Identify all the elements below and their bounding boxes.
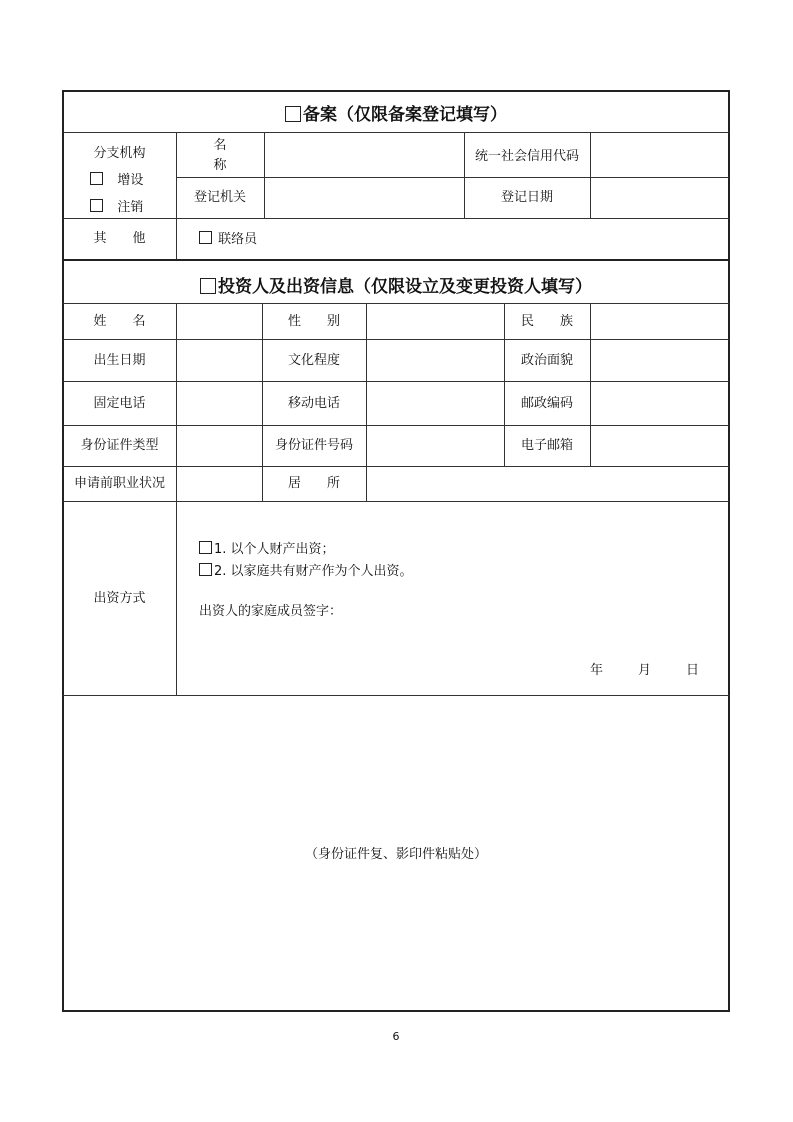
contribution-option-1-label: 1. 以个人财产出资； — [214, 542, 335, 557]
page-number: 6 — [392, 1030, 400, 1043]
birth-date-label: 出生日期 — [93, 353, 146, 368]
id-type-label: 身份证件类型 — [80, 438, 159, 453]
investor-section-title — [63, 272, 729, 297]
contribution-option-2[interactable] — [199, 563, 413, 580]
filing-section-title-text: 备案（仅限备案登记填写） — [303, 105, 507, 125]
landline-field[interactable] — [177, 382, 262, 425]
contribution-option-1[interactable] — [199, 541, 335, 558]
vrule-other — [176, 219, 177, 259]
checkbox-add[interactable] — [90, 172, 103, 185]
checkbox-liaison[interactable] — [199, 231, 212, 244]
gender-field[interactable] — [367, 304, 504, 339]
rule-section-divider — [63, 259, 729, 261]
gender-label: 性 别 — [287, 314, 340, 329]
residence-field[interactable] — [367, 467, 729, 501]
checkbox-cancel[interactable] — [90, 199, 103, 212]
checkbox-filing[interactable] — [285, 106, 301, 122]
branch-option-cancel[interactable] — [90, 199, 143, 216]
filing-section-title — [63, 100, 729, 125]
id-type-field[interactable] — [177, 426, 262, 466]
ethnicity-field[interactable] — [591, 304, 729, 339]
id-number-label: 身份证件号码 — [274, 438, 353, 453]
education-label: 文化程度 — [287, 353, 340, 368]
date-year-label: 年 — [590, 663, 604, 678]
reg-date-field[interactable] — [591, 178, 729, 218]
postcode-field[interactable] — [591, 382, 729, 425]
contribution-option-2-label: 2. 以家庭共有财产作为个人出资。 — [214, 564, 413, 579]
reg-authority-label: 登记机关 — [193, 190, 246, 205]
political-status-label: 政治面貌 — [520, 353, 573, 368]
name-label-1: 名 — [213, 138, 227, 153]
name-label: 姓 名 — [93, 314, 146, 329]
branch-option-cancel-label: 注销 — [117, 200, 144, 215]
id-number-field[interactable] — [367, 426, 504, 466]
political-status-field[interactable] — [591, 340, 729, 381]
date-day-label: 日 — [686, 663, 700, 678]
email-field[interactable] — [591, 426, 729, 466]
email-label: 电子邮箱 — [520, 438, 573, 453]
family-signature-field[interactable] — [199, 622, 699, 658]
reg-date-label: 登记日期 — [500, 190, 553, 205]
rule-filing-other — [63, 218, 729, 219]
reg-authority-field[interactable] — [265, 178, 464, 218]
education-field[interactable] — [367, 340, 504, 381]
rule-row5 — [63, 501, 729, 502]
ethnicity-label: 民 族 — [520, 314, 573, 329]
mobile-field[interactable] — [367, 382, 504, 425]
postcode-label: 邮政编码 — [520, 396, 573, 411]
checkbox-contribution-2[interactable] — [199, 563, 212, 576]
birth-date-field[interactable] — [177, 340, 262, 381]
mobile-label: 移动电话 — [287, 396, 340, 411]
prior-job-field[interactable] — [177, 467, 262, 501]
landline-label: 固定电话 — [93, 396, 146, 411]
liaison-label: 联络员 — [218, 232, 258, 247]
branch-option-add-label: 增设 — [117, 173, 144, 188]
liaison-option[interactable] — [199, 231, 257, 248]
family-signature-label: 出资人的家庭成员签字： — [199, 604, 343, 619]
residence-label: 居 所 — [287, 476, 340, 491]
checkbox-investor[interactable] — [200, 278, 216, 294]
investor-section-title-text: 投资人及出资信息（仅限设立及变更投资人填写） — [218, 277, 592, 297]
name-label-2: 称 — [213, 158, 227, 173]
other-label: 其 他 — [93, 231, 146, 246]
prior-job-label: 申请前职业状况 — [73, 476, 165, 491]
credit-code-label: 统一社会信用代码 — [474, 149, 579, 164]
investor-name-field[interactable] — [177, 304, 262, 339]
branch-option-add[interactable] — [90, 172, 143, 189]
date-month-label: 月 — [638, 663, 652, 678]
credit-code-field[interactable] — [591, 133, 729, 177]
branch-label: 分支机构 — [93, 146, 146, 161]
id-copy-note: （身份证件复、影印件粘贴处） — [304, 847, 487, 862]
contribution-label: 出资方式 — [93, 591, 146, 606]
checkbox-contribution-1[interactable] — [199, 541, 212, 554]
branch-name-field[interactable] — [265, 133, 464, 177]
